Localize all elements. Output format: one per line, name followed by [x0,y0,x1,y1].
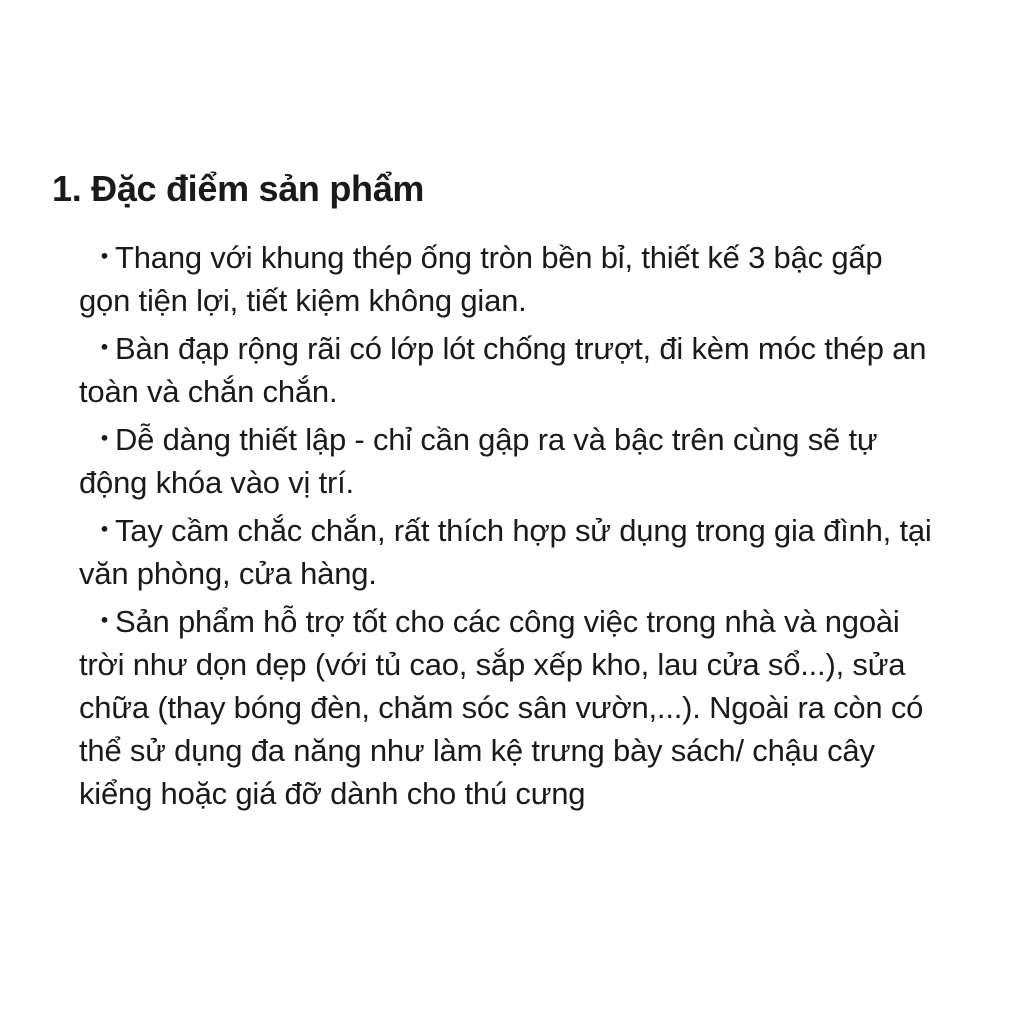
feature-item [79,236,939,322]
feature-item [79,600,939,815]
feature-text: Thang với khung thép ống tròn bền bỉ, thiết kế 3 bậc gấp gọn tiện lợi, tiết kiệm không gian. [79,240,883,318]
bullet-icon: ・ [89,513,120,548]
bullet-icon: ・ [89,331,120,366]
bullet-icon: ・ [89,240,120,275]
feature-text: Tay cầm chắc chắn, rất thích hợp sử dụng trong gia đình, tại văn phòng, cửa hàng. [79,513,932,591]
section-heading: 1. Đặc điểm sản phẩm [52,168,425,209]
feature-item [79,418,939,504]
bullet-icon: ・ [89,422,120,457]
feature-list [79,236,939,820]
bullet-icon: ・ [89,604,120,639]
feature-text: Dễ dàng thiết lập - chỉ cần gập ra và bậc trên cùng sẽ tự động khóa vào vị trí. [79,422,878,500]
feature-text: Sản phẩm hỗ trợ tốt cho các công việc trong nhà và ngoài trời như dọn dẹp (với tủ cao, sắp xếp kho, lau cửa sổ...), sửa chữa (thay bóng đèn, chăm sóc sân vườn,...). Ngoài ra còn có thể sử dụng đa năng như làm kệ trưng bày sách/ chậu cây kiểng hoặc giá đỡ dành cho thú cưng [79,604,924,811]
feature-item [79,509,939,595]
feature-text: Bàn đạp rộng rãi có lớp lót chống trượt, đi kèm móc thép an toàn và chắn chắn. [79,331,927,409]
feature-item [79,327,939,413]
